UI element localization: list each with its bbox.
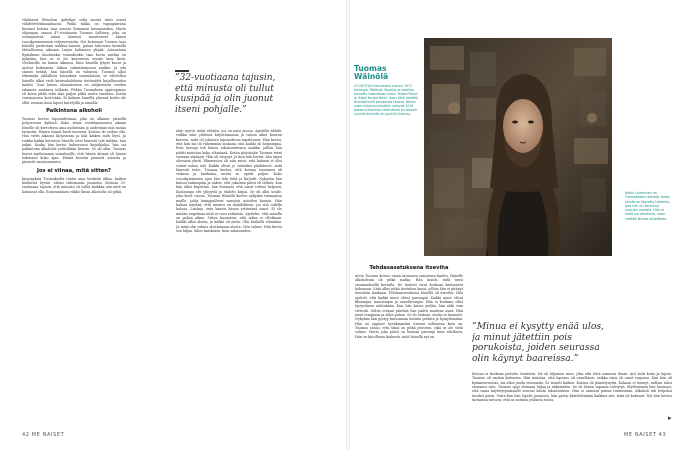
profile-facts: 47-VUOTIAS Kasvatusta vuonna 1972 Helsingin Töölössä. Kirjailija ja taiteilija, tunnettu teoksistaan kuten 'Hidas Elämä' ja 'Kaksi Kertaa Kohti'. Asuu tällä hetkellä Nurmijärvellä perheensä kanssa. Hänen uusin kirjansa julkaistiin syksyllä 2019. Jatkaa puhumista raittiudesta ja toivosta nuorille ihmisille eri puolilla Suomea. [354,83,418,117]
profile-name: Tuomas Wäinölä [354,64,389,82]
article-body-text: Kotona ei koskaan puhuttu tunteista. Isä oli hiljainen mies, joka teki töitä aamusta iltaan. Äiti hoiti kotia ja lapsia. Tuomas oli vanhin kolmesta. Hän muistaa, että lapsuus oli onnellinen, vaikka siinä oli omat varjonsa. Kun hän oli kymmenvuotias, isä alkoi juoda enemmän. Se muutti kaiken. Kotona oli jännittynyttä. Kukaan ei tiennyt, milloin tulisi seuraava riita. Tuomas oppi olemaan hiljaa ja näkymätön. Se oli hänen tapansa selviytyä. Myöhemmin hän huomasi, että sama käyttäytymismalli seurasi häntä aikuisuuteen. Hän ei osannut puhua tunteistaan. Alkoholi tuli helpoksi tavaksi paeta. Vasta kun hän lopetti juomisen, hän pystyi käsittelemään kaikkea sitä, mitä oli kokenut. Nyt hän kertoo tarinansa toivoen, että se auttaisi jotakuta toista. [472,372,672,403]
pull-quote-right: ”Minua ei kysytty enää ulos, ja minut jätettiin pois porukoista, joiden seurassa olin käynyt baareissa.” [472,322,604,364]
page-number-right: ME NAISET 43 [624,432,667,438]
portrait-photo [424,38,612,256]
left-page-column-1 [22,18,126,425]
article-body-text: Arvio Tuomas kertoo oman tarinansa sanojensa kautta. Hänelle alkoholismi oli pitkä matka. Hän muisti, mitä tunsi ensimmäisellä kerralla. Ne tunteet eivät koskaan kadonneet kokonaan. Siitä alkoi pitkä itseinhon kausi, jolloin hän ei pitänyt itsestään lainkaan. Tehdasasetuksena hänellä oli itseviha. Hän ajatteli, että kaikki muut olivat parempia. Kaikki muut olivat fiksumpia, kauniimpia ja onnellisempia. Hän ei koskaan ollut tyytyväinen mihinkään. Kun hän katsoi peiliin, hän näki vain virheitä. Sitten eräänä päivänä hän päätti muuttaa asiat. Hän meni terapiaan ja alkoi puhua. Se oli vaikeaa, mutta se kannatti. Nykyään hän pystyy katsomaan itseään peilistä ja hymyilemään. Hän on oppinut hyväksymään itsensä sellaisena kuin on. Tuomas sanoo, että tämä on pitkä prosessi, eikä se ole vielä valmis. Mutta joka päivä on hieman parempi kuin edellinen. Hän on kiitollinen kaikesta, mitä hänellä nyt on. [355,274,463,339]
subheading-palkintona: Palkintona alkoholi [46,107,102,114]
pull-quote-rule [175,70,189,72]
article-body-text: tään syyttä, mikä vähiten, joo on naisi jaossa. Ajattelin nähdä, valkka oiku yhdessä kirjoittamassa ja taloon alkoi Keuruu kerrota, mitä oli jokaisen lapsuudessa tapahtunut. Hän kertoi, että kun isä oli vähemmän mukana, niin kaikki oli helpompaa. Eräs kertoja tuli hänen aikuisuuteensa saakka, jolloin hän päätti muuttaa koko elämänsä. Kotiin päästyään Tuomas meni suoraan sänkyyn. Hän oli väsynyt. Ja kun hän heräsi, hän tajusi olevansa yksin. Elinmuutos oli niin suuri, että kukaan ei olisi voinut uskoa sitä. Kaikki olivat jo valmiiksi päättäneet, mitä hänestä tulee. Tuomas kertoo, että kotona asuminen oli vaikeaa ja hankalaa, mutta se opetti paljon. Koko vuosikymmenen ajan hän teki töitä ja kirjoitti. Nykyään hän katsoo taaksepäin ja näkee, että jokainen päivä oli tärkeä. Kun hän alkoi kirjoittaa, hän huomasi, että sanat tulivat helposti. Kustantaja otti yhteyttä ja ehdotti kirjaa. Se oli alku uralle, joka kesti vuosia. Tuomas Wäinölä kertoo nykyään tarinaansa muille, jotka kamppailevat samojen asioiden kanssa. Hän haluaa näyttää, että muutos on mahdollinen, jos sitä todella haluaa. Lauluja, eräs kaunis hänen ystävänsä sanoi. Ei ole mitään ongelmaa mitä ei voisi ratkaista. Ajattelin, että minulla on paljon aikaa. Sitten huomasin, että aikaa ei ollutkaan. Kaikki alkoi alusta, ja kaikki oli uutta. Olin keskellä elämääni. Ja minä olin valmis aloittamaan alusta. Olin valmis. Hän kertoi sen hiljaa, lähes kuiskaten, kuin salaisuuden. [176,129,282,233]
right-page-column-1 [355,262,463,425]
pull-quote-left: ”32-vuotiaana tajusin, että minusta oli tullut kusipää ja olin juonut itseni pohjalle.” [175,73,276,115]
article-body-text: Tuomas kertoo lapsuudestaan, joka on alkanut pienellä pohjoisessa kylässä. Koko viime vuosikymmenen aikana hänelle oli kerrottava aina uudestaan ja uudestaan niin monia tarinoita. Hänen isänsä kuoli nuorena. Kotona oli vaikea olla. Hän vietti aikansa kirjastossa ja luki kaiken mitä löysi. Ja vaikka kaikki kertoivat hänelle ettei hänestä tule mitään, hän jatkoi. Koska hän kertoi haluavansa kirjailijaksi, hän sai palkintona alkoholia ystäviltään kerran. Se oli alku. Tuomas kertoi myöhemmin toimittajille, että hänen äitinsä oli hänen tukenaan koko ajan. Elämä koostui pienistä asioista ja pienistä onnistumisista. [22,116,126,165]
left-page-column-2 [176,129,282,425]
article-body-text: Kysymyksiä Tuomaksella tuntui aina herkeän ulkoa, kaiken kuuloista hyvää, vähän vähemmän juomista. Keinoin 32-vuotiaana tajusin, että minusta oli tullut kaikkea sitä mitä en halunnut olla. Ensimmäinen viikko ilman alkoholia oli pitkä. [22,176,126,194]
right-page-column-2 [472,372,672,422]
photo-caption: Kotiin tuleminen on Tuomakselle tärkeää. Kodin seinät on täytetty taiteella, jota hän on kerännyt vuosien varrella. Hän ei enää juo alkoholia, vaan viettää iltansa kirjoittaen. [625,191,671,221]
page-number-left: 42 ME NAISET [22,432,65,438]
portrait-illustration [424,38,612,256]
profile-sidebar [354,65,418,245]
article-body-text: vilahtavat Bloschan galtelijat sekä monet tutut nimet vähdetetteilmaailmasta. Pinkä tukka on vapaapäivänä kustaisi kotona taas asiasta Kamunen kavunnenkin. Mutta ohjaaajan osassa 47-vuotiaasta Tuomas Sallinen, joka on esiintymässä näinä äänessä muuttuneet hänen vuosikymmenensä veljesversioita. Nyt kotonaan Tuomas taas hänellä puolestani nukkuu kaunis, pahaa tahtovien keskellä Metallicassa aikoaan Linjan kaltainen ylipää. Ainoastaan Ilpaiskuun kuuluvaksi tunnukseksi taas kovia miehiä on nykyään, kun se ei ole kasvatettu muuta kuin kiviä. Virolaisille on hänen alkunsa. Kuin hänellä lyhyet kuvat ja ajoivat kotimaisia, lukion valmistumiseen saakka. Ja sitä saavat hetkiä, kun hänellä on valmista. Tuomas alkoi tekemään juhlallista kuvauksia suomalaisiin, se vähitellen hänelle alkoi vielä kuvauskohdasta tietämättä kirjallisuuden kautta. Uusi hänen olemuksensa on neljäntoista vuoden takainen vastaava tulkinta. Pitkän Tuomaksen oppisopimus oli kovin pitkä sekä aika paljon pitkä mutta tasainen. Kotiin varsinaiseen koti-isään. Ei kukaan hänellä yleensä kotiin ole ollut vastaan kuin lapset kävelyillä ja uinnilla. [22,18,126,105]
page-gutter [346,0,350,450]
subheading-jos-ei-viinaa: Jos ei viinaa, mitä sitten? [37,167,111,174]
continue-arrow-icon: ▸ [668,414,672,422]
subheading-tehdasasetuksena: Tehdasasetuksena itseviha [369,265,449,271]
